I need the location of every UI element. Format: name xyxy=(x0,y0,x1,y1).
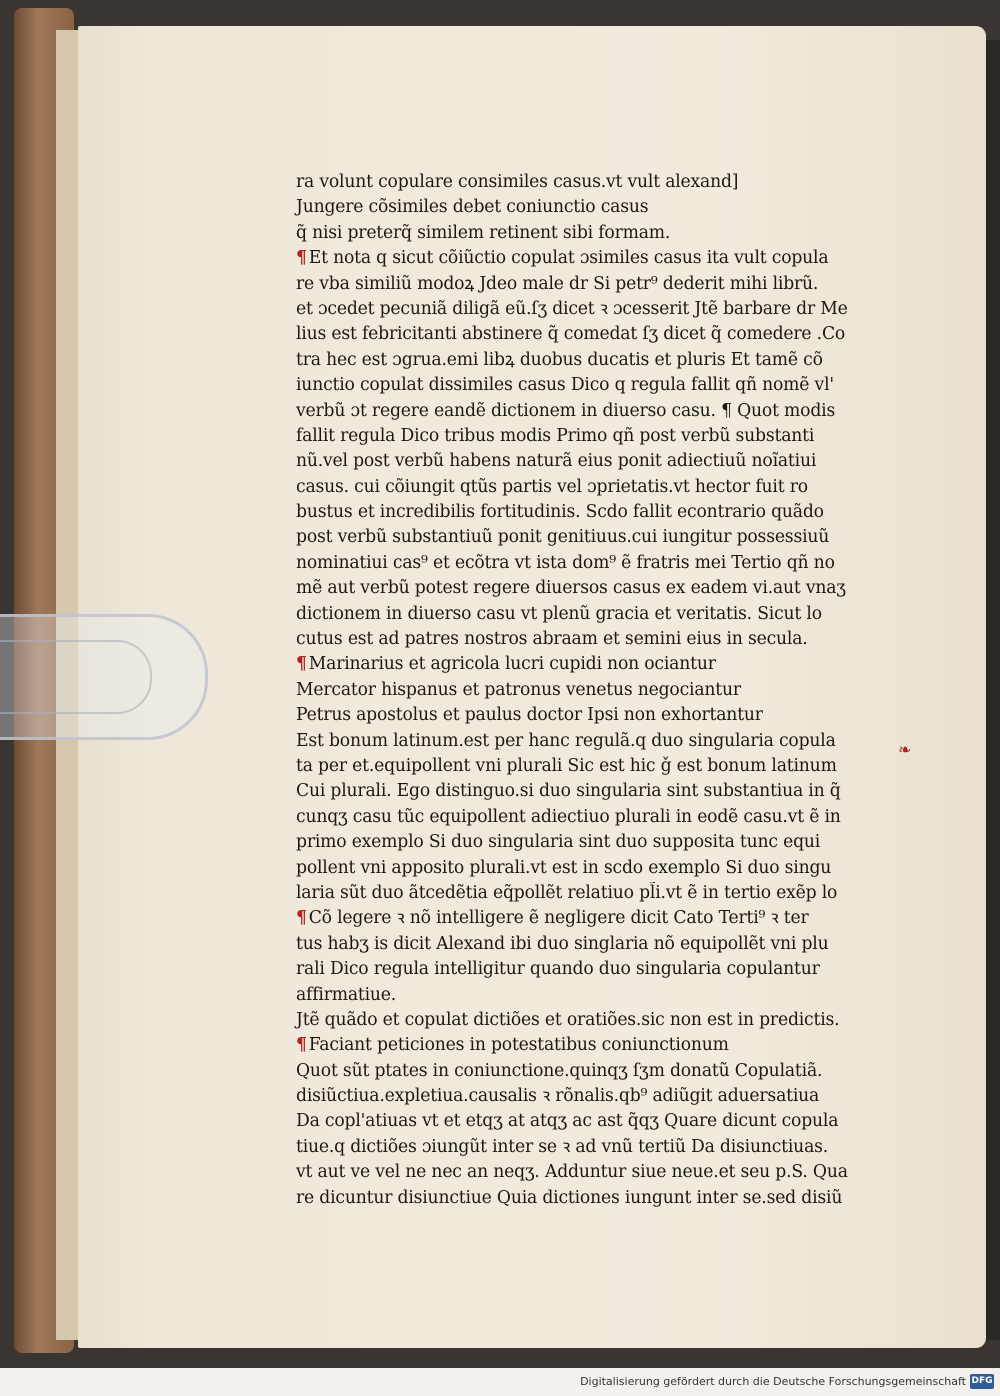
text-line xyxy=(296,348,886,373)
digitization-credit: Digitalisierung gefördert durch die Deutsche Forschungsgemeinschaft xyxy=(580,1375,966,1388)
rubric-initial: ¶ xyxy=(296,654,307,675)
text-line xyxy=(296,678,886,703)
line-text: Et nota q sicut cõiũctio copulat ɔsimiles casus ita vult copula xyxy=(308,248,829,269)
text-line xyxy=(296,373,886,398)
line-text: lius est febricitanti abstinere q̃ comedat ſʒ dicet q̃ comedere .Co xyxy=(296,324,846,345)
line-text: re vba similiũ modoꝝ Jdeo male dr Si petr⁹ dederit mihi librũ. xyxy=(296,273,819,294)
line-text: tiue.q dictiões ɔiungũt inter se ꝛ ad vnũ tertiũ Da disiunctiuas. xyxy=(296,1136,829,1157)
line-text: cunqʒ casu tũc equipollent adiectiuo plurali in eodẽ casu.vt ẽ in xyxy=(296,806,841,827)
line-text: post verbũ substantiuũ ponit genitiuus.cui iungitur possessiuũ xyxy=(296,527,830,548)
text-line xyxy=(296,475,886,500)
line-text: Mercator hispanus et patronus venetus negociantur xyxy=(296,679,741,700)
text-line xyxy=(296,957,886,982)
text-line xyxy=(296,1033,886,1058)
text-line xyxy=(296,983,886,1008)
line-text: tus habʒ is dicit Alexand ibi duo singlaria nõ equipollẽt vni plu xyxy=(296,933,829,954)
line-text: verbũ ɔt regere eandẽ dictionem in diuerso casu. ¶ Quot modis xyxy=(296,400,836,421)
text-line xyxy=(296,170,886,195)
text-line xyxy=(296,1135,886,1160)
line-text: disiũctiua.expletiua.causalis ꝛ rõnalis.qb⁹ adiũgit aduersatiua xyxy=(296,1086,820,1107)
rubric-initial: ¶ xyxy=(296,1035,307,1056)
text-line xyxy=(296,1160,886,1185)
incunable-text xyxy=(296,170,896,1211)
text-line xyxy=(296,627,886,652)
text-line xyxy=(296,1059,886,1084)
text-line xyxy=(296,525,886,550)
text-line xyxy=(296,856,886,881)
line-text: laria sũt duo ãtcedẽtia eq̃pollẽt relatiuo pl̃i.vt ẽ in tertio exẽp lo xyxy=(296,882,838,903)
page-clip-inner xyxy=(0,640,152,714)
rubric-initial: ¶ xyxy=(296,248,307,269)
line-text: et ɔcedet pecuniã diligã eũ.ſʒ dicet ꝛ ɔcesserit Jtẽ barbare dr Me xyxy=(296,298,848,319)
line-text: Petrus apostolus et paulus doctor Ipsi non exhortantur xyxy=(296,705,763,726)
dfg-logo: DFG xyxy=(970,1374,994,1389)
line-text: nũ.vel post verbũ habens naturã eius ponit adiectiuũ noĩatiui xyxy=(296,451,817,472)
rubric-initial: ¶ xyxy=(296,908,307,929)
line-text: primo exemplo Si duo singularia sint duo supposita tunc equi xyxy=(296,832,821,853)
text-line xyxy=(296,602,886,627)
text-line xyxy=(296,1186,886,1211)
line-text: Est bonum latinum.est per hanc regulã.q duo singularia copula xyxy=(296,730,836,751)
text-line xyxy=(296,449,886,474)
line-text: pollent vni apposito plurali.vt est in scdo exemplo Si duo singu xyxy=(296,857,832,878)
text-line xyxy=(296,399,886,424)
line-text: iunctio copulat dissimiles casus Dico q regula fallit qñ nomẽ vl' xyxy=(296,375,834,396)
text-line xyxy=(296,906,886,931)
text-line xyxy=(296,424,886,449)
line-text: bustus et incredibilis fortitudinis. Scdo fallit econtrario quãdo xyxy=(296,502,824,523)
line-text: Cõ legere ꝛ nõ intelligere ẽ negligere dicit Cato Terti⁹ ꝛ ter xyxy=(308,908,809,929)
text-line xyxy=(296,1109,886,1134)
line-text: affirmatiue. xyxy=(296,984,397,1005)
text-line xyxy=(296,272,886,297)
line-text: rali Dico regula intelligitur quando duo singularia copulantur xyxy=(296,959,820,980)
line-text: Jtẽ quãdo et copulat dictiões et oratiões.sic non est in predictis. xyxy=(296,1009,840,1030)
line-text: q̃ nisi preterq̃ similem retinent sibi formam. xyxy=(296,222,671,243)
text-line xyxy=(296,652,886,677)
text-line xyxy=(296,805,886,830)
text-line xyxy=(296,322,886,347)
text-line xyxy=(296,881,886,906)
line-text: Cui plurali. Ego distinguo.si duo singularia sint substantiua in q̃ xyxy=(296,781,841,802)
text-line xyxy=(296,246,886,271)
text-line xyxy=(296,551,886,576)
line-text: fallit regula Dico tribus modis Primo qñ post verbũ substanti xyxy=(296,425,815,446)
line-text: casus. cui cõiungit qtũs partis vel ɔprietatis.vt hector fuit ro xyxy=(296,476,808,497)
text-line xyxy=(296,779,886,804)
text-line xyxy=(296,576,886,601)
line-text: nominatiui cas⁹ et ecõtra vt ista dom⁹ ẽ fratris mei Tertio qñ no xyxy=(296,552,835,573)
text-line xyxy=(296,932,886,957)
line-text: Jungere cõsimiles debet coniunctio casus xyxy=(296,197,649,218)
text-line xyxy=(296,195,886,220)
line-text: Quot sũt ptates in coniunctione.quinqʒ ſʒm donatũ Copulatiã. xyxy=(296,1060,823,1081)
text-line xyxy=(296,500,886,525)
line-text: dictionem in diuerso casu vt plenũ gracia et veritatis. Sicut lo xyxy=(296,603,822,624)
line-text: Marinarius et agricola lucri cupidi non ociantur xyxy=(308,654,716,675)
line-text: Da copl'atiuas vt et etqʒ at atqʒ ac ast q̃qʒ Quare dicunt copula xyxy=(296,1111,839,1132)
line-text: ra volunt copulare consimiles casus.vt vult alexand] xyxy=(296,172,739,192)
margin-rubric-mark: ❧ xyxy=(898,740,912,759)
text-line xyxy=(296,221,886,246)
line-text: mẽ aut verbũ potest regere diuersos casus ex eadem vi.aut vnaʒ xyxy=(296,578,846,599)
footer-bar xyxy=(0,1368,1000,1396)
text-line xyxy=(296,754,886,779)
line-text: re dicuntur disiunctiue Quia dictiones iungunt inter se.sed disiũ xyxy=(296,1187,843,1208)
line-text: vt aut ve vel ne nec an neqʒ. Adduntur siue neue.et seu p.S. Qua xyxy=(296,1162,848,1183)
text-line xyxy=(296,729,886,754)
text-line xyxy=(296,703,886,728)
text-line xyxy=(296,1008,886,1033)
text-line xyxy=(296,830,886,855)
line-text: cutus est ad patres nostros abraam et semini eius in secula. xyxy=(296,629,808,650)
text-line xyxy=(296,1084,886,1109)
line-text: ta per et.equipollent vni plurali Sic est hic ǧ est bonum latinum xyxy=(296,755,837,776)
line-text: tra hec est ɔgrua.emi libꝝ duobus ducatis et pluris Et tamẽ cõ xyxy=(296,349,823,370)
line-text: Faciant peticiones in potestatibus coniunctionum xyxy=(308,1035,729,1056)
text-line xyxy=(296,297,886,322)
